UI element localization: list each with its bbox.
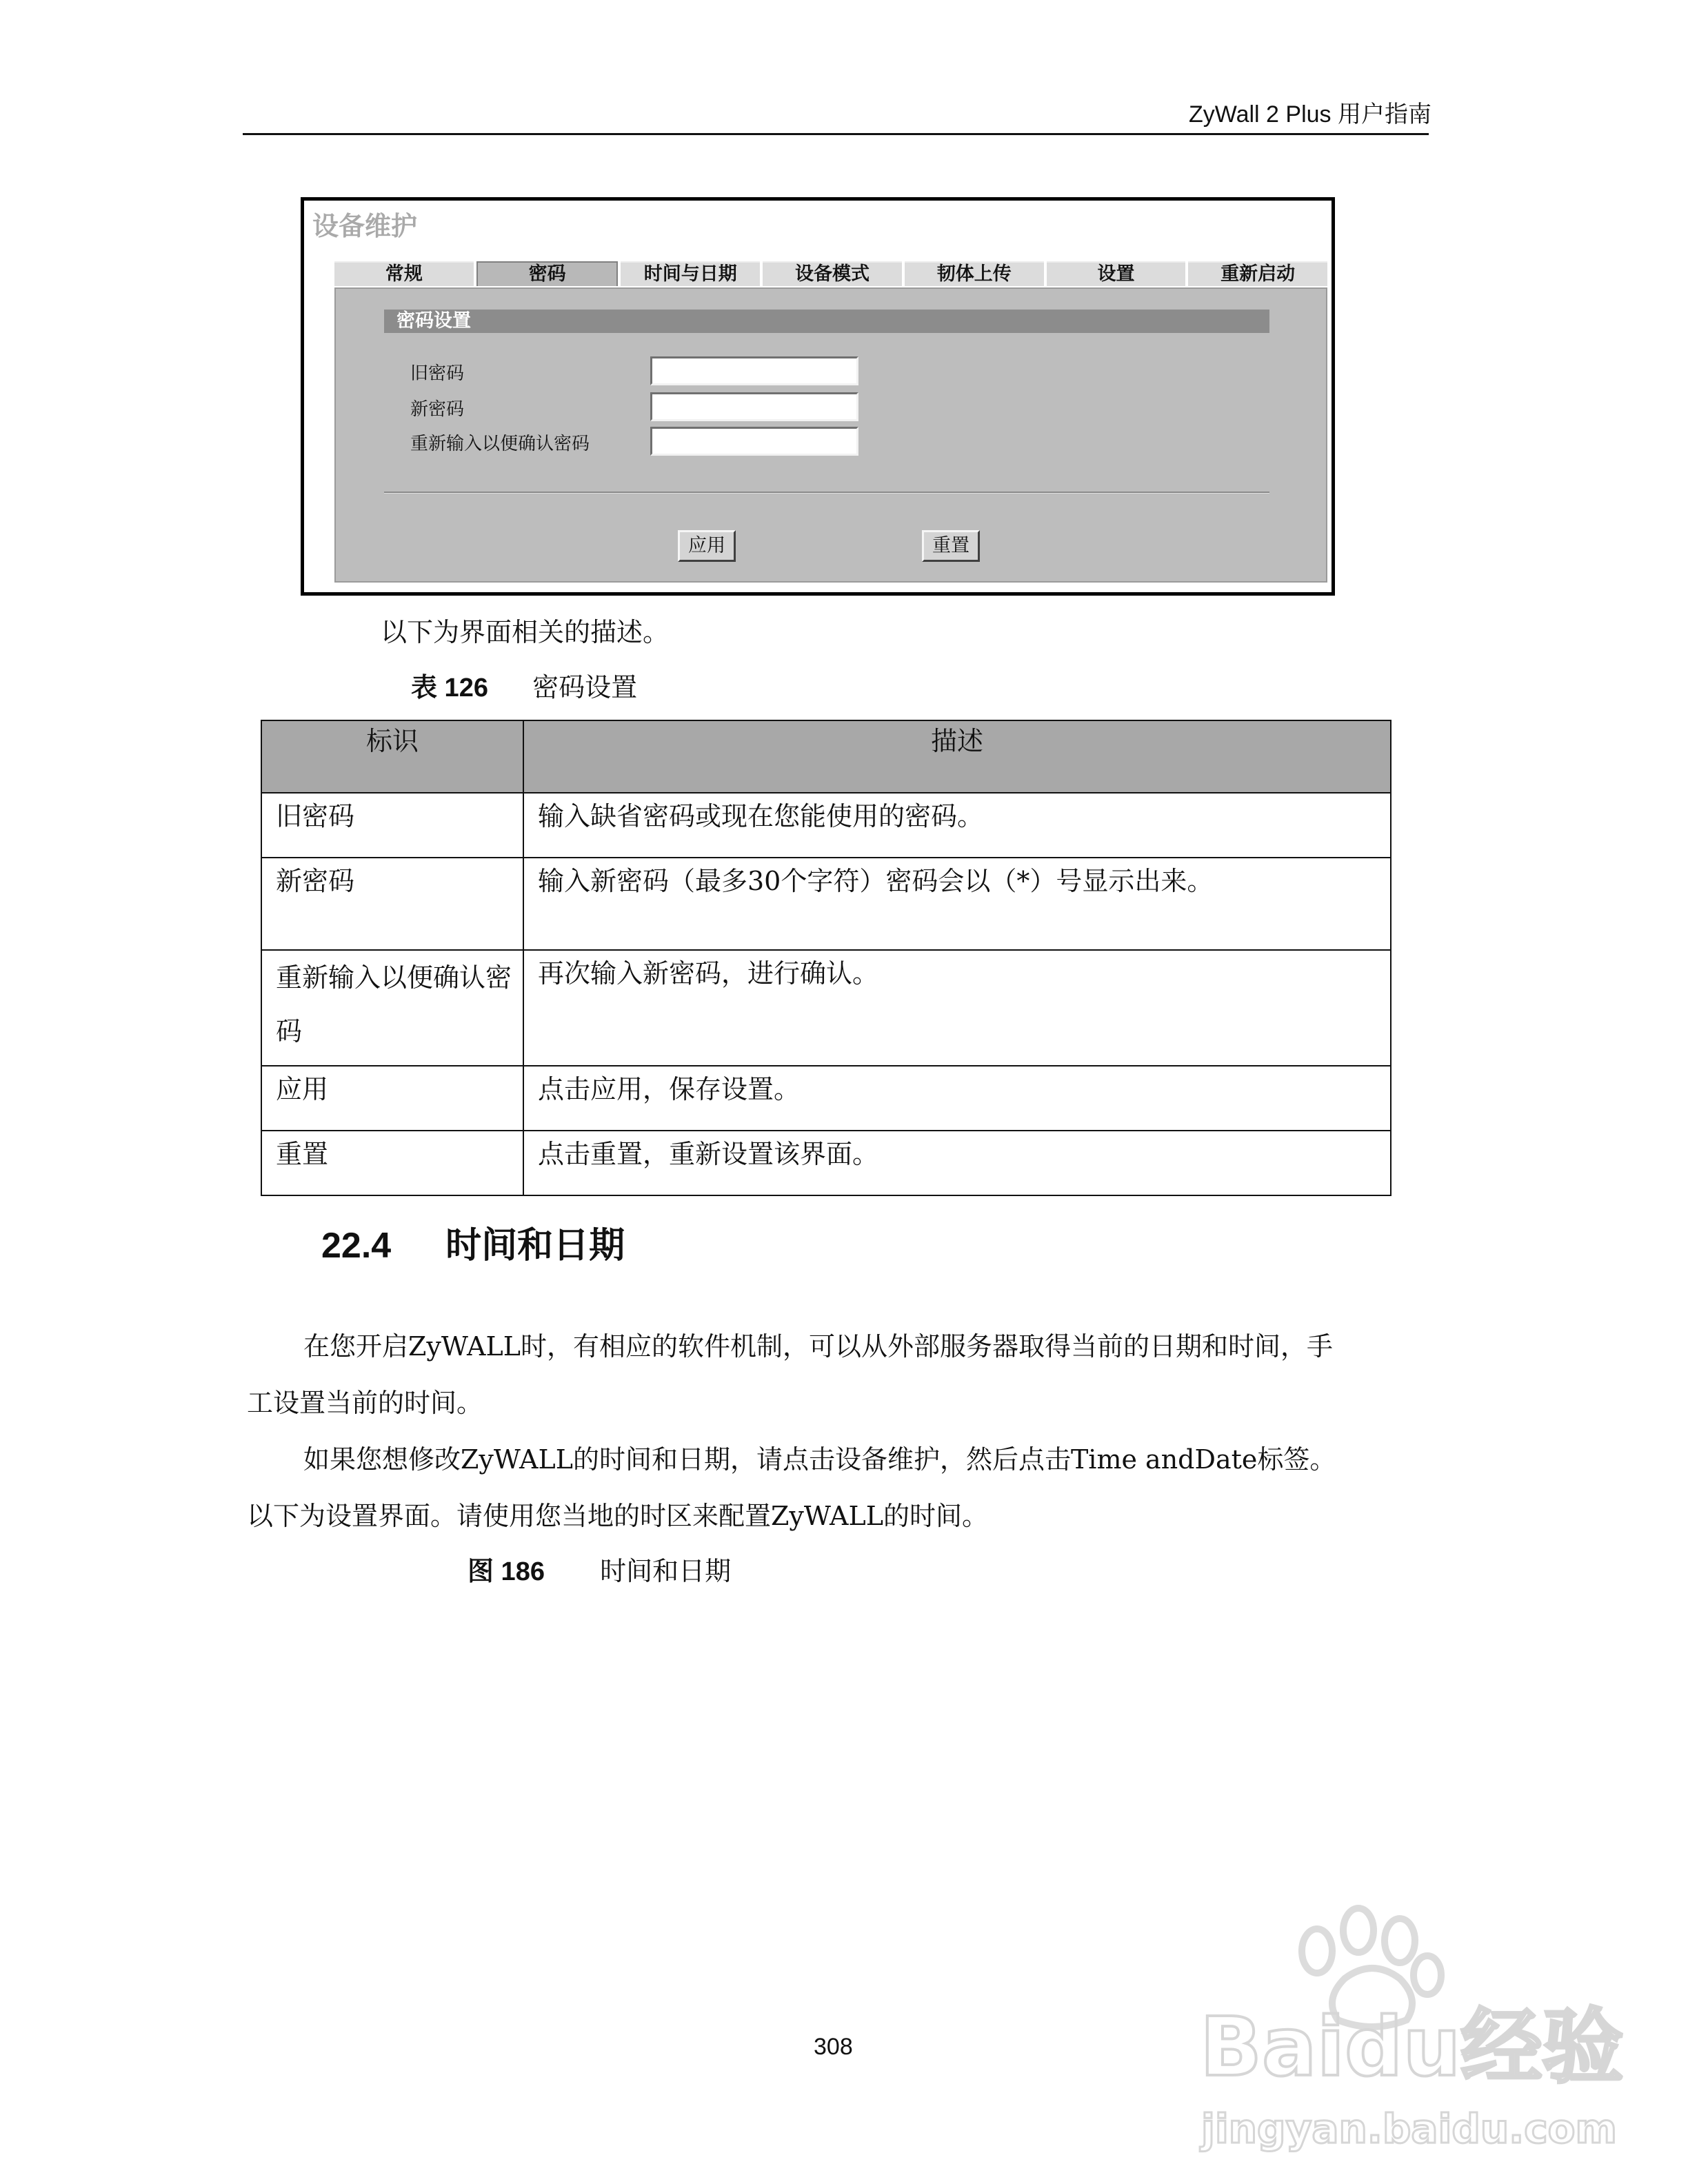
table-row	[261, 950, 1391, 1066]
table-header-label: 标识	[261, 720, 523, 793]
reset-button[interactable]: 重置	[922, 530, 980, 562]
table-row	[261, 1131, 1391, 1195]
tab-firmware-upload[interactable]: 韧体上传	[905, 261, 1044, 286]
row-label: 旧密码	[261, 793, 523, 858]
watermark-brand: Baidu经验	[1200, 1999, 1624, 2094]
tab-restart[interactable]: 重新启动	[1188, 261, 1327, 286]
table-caption-title: 密码设置	[532, 672, 638, 702]
new-password-input[interactable]	[650, 392, 858, 421]
paragraph-line-1: 在您开启ZyWALL时，有相应的软件机制，可以从外部服务器取得当前的日期和时间，手	[303, 1331, 1333, 1362]
apply-button[interactable]: 应用	[678, 530, 736, 562]
row-desc: 再次输入新密码，进行确认。	[523, 950, 1391, 1066]
table-caption	[411, 666, 637, 704]
old-password-label: 旧密码	[410, 363, 465, 384]
confirm-password-input[interactable]	[650, 427, 858, 456]
table-caption-number: 表 126	[411, 674, 488, 702]
panel-title: 密码设置	[384, 310, 1269, 333]
baidu-watermark	[1186, 1903, 1624, 2165]
tab-password[interactable]: 密码	[476, 261, 619, 286]
row-desc: 点击重置，重新设置该界面。	[523, 1131, 1391, 1195]
password-panel	[334, 287, 1327, 583]
table-row	[261, 1066, 1391, 1131]
row-desc: 点击应用，保存设置。	[523, 1066, 1391, 1131]
screenshot-title: 设备维护	[312, 211, 418, 241]
table-header-desc: 描述	[523, 720, 1391, 793]
tab-settings[interactable]: 设置	[1047, 261, 1186, 286]
row-label: 新密码	[261, 858, 523, 950]
tab-bar	[334, 261, 1327, 286]
tab-time-date[interactable]: 时间与日期	[621, 261, 760, 286]
table-row	[261, 858, 1391, 950]
paragraph-line-4: 以下为设置界面。请使用您当地的时区来配置ZyWALL的时间。	[247, 1501, 988, 1531]
section-title: 时间和日期	[445, 1226, 625, 1266]
header-rule	[243, 133, 1429, 135]
row-label: 重新输入以便确认密码	[261, 950, 523, 1066]
tab-device-mode[interactable]: 设备模式	[763, 261, 902, 286]
row-label: 应用	[261, 1066, 523, 1131]
figure-caption	[468, 1550, 731, 1588]
figure-caption-title: 时间和日期	[600, 1556, 732, 1586]
intro-text: 以下为界面相关的描述。	[381, 617, 670, 647]
paragraph-line-3: 如果您想修改ZyWALL的时间和日期，请点击设备维护，然后点击Time andDate标签。	[303, 1444, 1336, 1475]
panel-divider	[384, 492, 1269, 494]
confirm-password-label: 重新输入以便确认密码	[410, 434, 590, 454]
new-password-label: 新密码	[410, 399, 465, 420]
watermark-url: jingyan.baidu.com	[1201, 2105, 1617, 2152]
tab-general[interactable]: 常规	[334, 261, 474, 286]
page-number: 308	[814, 2034, 853, 2060]
device-maintenance-screenshot	[301, 197, 1335, 596]
section-heading	[321, 1216, 625, 1268]
table-row	[261, 793, 1391, 858]
row-desc: 输入缺省密码或现在您能使用的密码。	[523, 793, 1391, 858]
row-label: 重置	[261, 1131, 523, 1195]
figure-caption-number: 图 186	[468, 1557, 545, 1586]
running-header: ZyWall 2 Plus 用户指南	[1188, 101, 1431, 128]
section-number: 22.4	[321, 1226, 392, 1266]
paragraph-line-2: 工设置当前的时间。	[247, 1388, 483, 1418]
password-settings-table	[261, 720, 1391, 1196]
row-desc: 输入新密码（最多30个字符）密码会以（*）号显示出来。	[523, 858, 1391, 950]
table-header-row	[261, 720, 1391, 793]
old-password-input[interactable]	[650, 356, 858, 385]
